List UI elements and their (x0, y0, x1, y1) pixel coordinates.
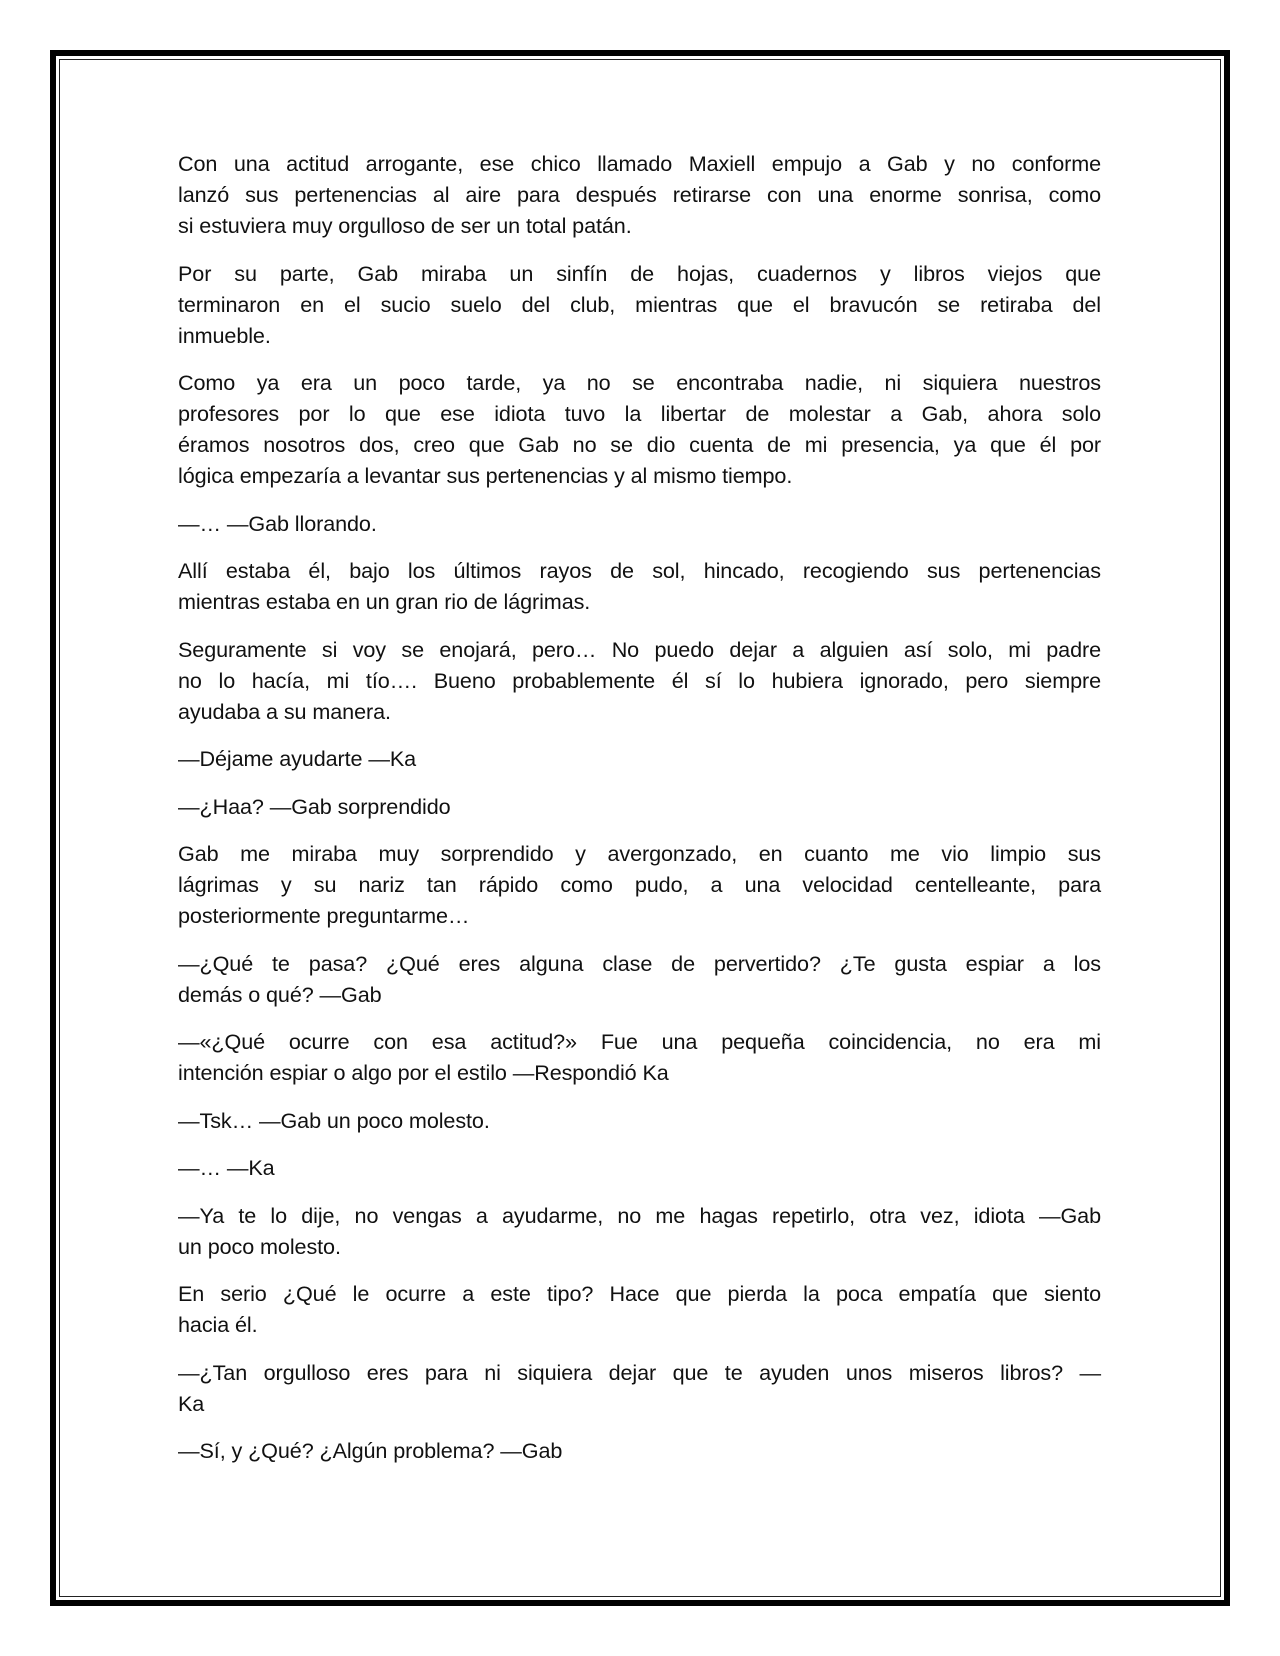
text-line: —Déjame ayudarte —Ka (178, 746, 417, 771)
text-line: intención espiar o algo por el estilo —Respondió Ka (178, 1060, 669, 1085)
text-line: ayudaba a su manera. (178, 698, 391, 724)
text-line: inmueble. (178, 322, 271, 348)
text-line: Seguramente si voy se enojará, pero… No puedo dejar a alguien así solo, mi padre (178, 636, 1101, 662)
text-line: profesores por lo que ese idiota tuvo la libertar de molestar a Gab, ahora solo (178, 401, 1101, 426)
paragraph (178, 791, 1101, 822)
text-line: —Ya te lo dije, no vengas a ayudarme, no me hagas repetirlo, otra vez, idiota —Gab (178, 1202, 1101, 1228)
paragraph (178, 148, 1101, 241)
text-line: si estuviera muy orgulloso de ser un total patán. (178, 213, 632, 238)
text-line: demás o qué? —Gab (178, 981, 382, 1007)
paragraph (178, 555, 1101, 617)
text-line: —¿Haa? —Gab sorprendido (178, 793, 451, 819)
text-line: terminaron en el sucio suelo del club, mientras que el bravucón se retiraba del (178, 291, 1101, 317)
paragraph (178, 1105, 1101, 1136)
text-line: hacia él. (178, 1312, 258, 1337)
text-line: —… —Ka (178, 1155, 275, 1180)
text-line: —… —Gab llorando. (178, 510, 377, 536)
text-line: Allí estaba él, bajo los últimos rayos de sol, hincado, recogiendo sus pertenencias (178, 558, 1101, 583)
text-line: Por su parte, Gab miraba un sinfín de hojas, cuadernos y libros viejos que (178, 260, 1101, 286)
text-line: En serio ¿Qué le ocurre a este tipo? Hace que pierda la poca empatía que siento (178, 1281, 1101, 1306)
text-line: Gab me miraba muy sorprendido y avergonzado, en cuanto me vio limpio sus (178, 841, 1101, 866)
text-line: Como ya era un poco tarde, ya no se encontraba nadie, ni siquiera nuestros (178, 370, 1101, 395)
text-line: mientras estaba en un gran rio de lágrimas. (178, 589, 591, 614)
text-line: posteriormente preguntarme… (178, 903, 470, 928)
paragraph (178, 634, 1101, 727)
text-line: —Tsk… —Gab un poco molesto. (178, 1107, 490, 1133)
text-line: Ka (178, 1390, 205, 1416)
paragraph (178, 1278, 1101, 1340)
text-line: Con una actitud arrogante, ese chico llamado Maxiell empujo a Gab y no conforme (178, 151, 1101, 176)
paragraph (178, 258, 1101, 351)
text-line: no lo hacía, mi tío…. Bueno probablemente él sí lo hubiera ignorado, pero siempre (178, 667, 1101, 693)
paragraph (178, 367, 1101, 491)
paragraph (178, 1435, 1101, 1466)
document-body (178, 148, 1101, 1483)
text-line: —Sí, y ¿Qué? ¿Algún problema? —Gab (178, 1438, 563, 1463)
text-line: lanzó sus pertenencias al aire para después retirarse con una enorme sonrisa, como (178, 182, 1101, 207)
text-line: un poco molesto. (178, 1233, 341, 1259)
text-line: —«¿Qué ocurre con esa actitud?» Fue una pequeña coincidencia, no era mi (178, 1029, 1101, 1054)
paragraph (178, 508, 1101, 539)
paragraph (178, 948, 1101, 1010)
text-line: lógica empezaría a levantar sus pertenencias y al mismo tiempo. (178, 463, 793, 488)
paragraph (178, 1152, 1101, 1183)
paragraph (178, 1200, 1101, 1262)
paragraph (178, 743, 1101, 774)
text-line: lágrimas y su nariz tan rápido como pudo, a una velocidad centelleante, para (178, 872, 1101, 897)
paragraph (178, 1357, 1101, 1419)
paragraph (178, 838, 1101, 931)
text-line: —¿Qué te pasa? ¿Qué eres alguna clase de pervertido? ¿Te gusta espiar a los (178, 950, 1101, 976)
text-line: éramos nosotros dos, creo que Gab no se dio cuenta de mi presencia, ya que él por (178, 432, 1101, 457)
text-line: —¿Tan orgulloso eres para ni siquiera dejar que te ayuden unos miseros libros? — (178, 1359, 1101, 1385)
paragraph (178, 1026, 1101, 1088)
